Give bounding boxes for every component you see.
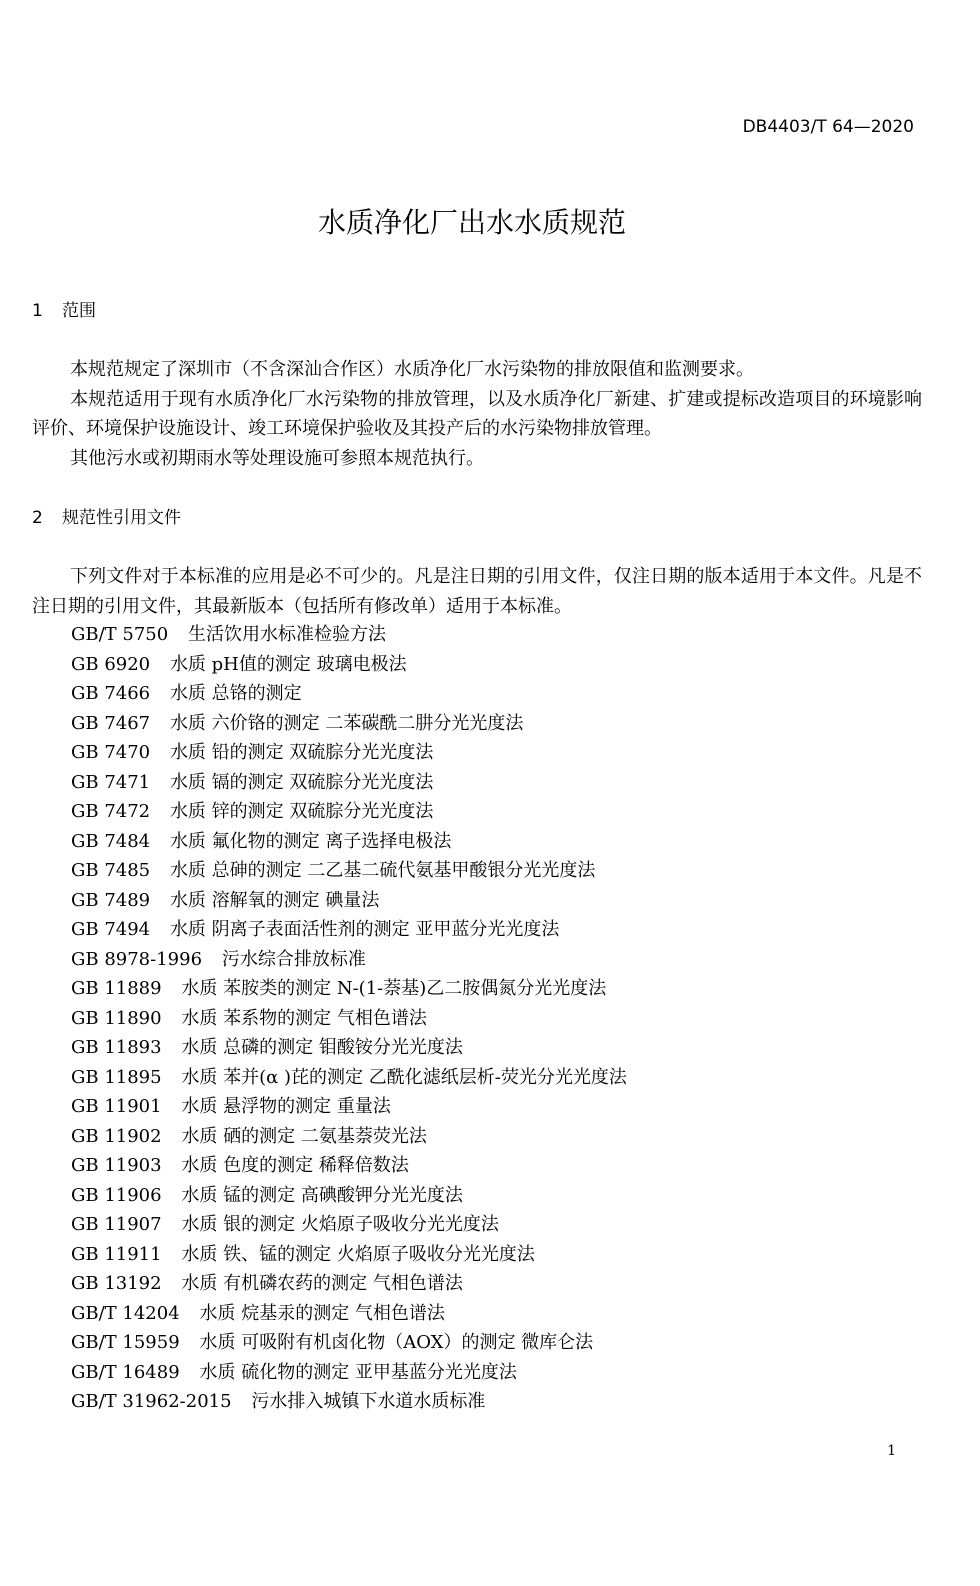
reference-item (71, 738, 627, 768)
reference-code: GB/T 14204 (71, 1302, 180, 1324)
reference-code: GB/T 31962-2015 (71, 1391, 232, 1412)
reference-code: GB 11895 (71, 1066, 162, 1088)
reference-title: 水质 铅的测定 双硫腙分光光度法 (169, 742, 434, 763)
reference-item (71, 945, 627, 975)
reference-code: GB 11902 (71, 1125, 162, 1147)
references-intro (32, 562, 922, 621)
reference-code: GB/T 16489 (71, 1361, 180, 1383)
reference-item (71, 1328, 627, 1358)
reference-code: GB/T 5750 (71, 624, 169, 645)
reference-item (71, 1151, 627, 1181)
reference-code: GB 7494 (71, 919, 151, 940)
reference-item (71, 1092, 627, 1122)
reference-item (71, 1358, 627, 1388)
reference-title: 水质 有机磷农药的测定 气相色谱法 (181, 1273, 463, 1294)
reference-code: GB 7484 (71, 830, 151, 852)
reference-title: 水质 铁、锰的测定 火焰原子吸收分光光度法 (181, 1243, 535, 1265)
paragraph: 本规范适用于现有水质净化厂水污染物的排放管理，以及水质净化厂新建、扩建或提标改造项目的环境影响评价、环境保护设施设计、竣工环境保护验收及其投产后的水污染物排放管理。 (32, 388, 922, 439)
reference-title: 水质 总砷的测定 二乙基二硫代氨基甲酸银分光光度法 (169, 860, 596, 881)
reference-item (71, 1181, 627, 1211)
section-number: 2 (32, 508, 43, 528)
section-title: 范围 (62, 301, 96, 321)
reference-title: 水质 六价铬的测定 二苯碳酰二肼分光光度法 (169, 712, 524, 734)
standard-code: DB4403/T 64—2020 (742, 117, 914, 137)
reference-code: GB/T 15959 (71, 1332, 180, 1353)
reference-code: GB 11901 (71, 1096, 162, 1117)
reference-item (71, 1210, 627, 1240)
reference-item (71, 709, 627, 739)
document-title: 水质净化厂出水水质规范 (317, 206, 626, 239)
reference-title: 水质 苯胺类的测定 N-(1-萘基)乙二胺偶氮分光光度法 (181, 978, 607, 999)
paragraph: 下列文件对于本标准的应用是必不可少的。凡是注日期的引用文件，仅注日期的版本适用于本文件。凡是不注日期的引用文件，其最新版本（包括所有修改单）适用于本标准。 (32, 566, 922, 617)
reference-item (71, 1004, 627, 1034)
reference-title: 污水综合排放标准 (221, 948, 366, 970)
reference-item (71, 1122, 627, 1152)
reference-code: GB 7466 (71, 683, 151, 704)
reference-title: 水质 阴离子表面活性剂的测定 亚甲蓝分光光度法 (169, 919, 560, 940)
reference-code: GB 8978-1996 (71, 948, 203, 970)
reference-title: 水质 色度的测定 稀释倍数法 (181, 1155, 409, 1176)
reference-title: 水质 银的测定 火焰原子吸收分光光度法 (181, 1214, 499, 1235)
reference-code: GB 7470 (71, 742, 151, 763)
reference-code: GB 11911 (71, 1243, 162, 1265)
reference-title: 水质 苯并(α )芘的测定 乙酰化滤纸层析-荧光分光光度法 (181, 1066, 627, 1088)
reference-item (71, 797, 627, 827)
page-number: 1 (887, 1443, 896, 1459)
reference-code: GB 13192 (71, 1273, 162, 1294)
reference-item (71, 679, 627, 709)
reference-code: GB 11907 (71, 1214, 162, 1235)
reference-list (71, 620, 627, 1417)
reference-item (71, 620, 627, 650)
reference-title: 水质 锌的测定 双硫腙分光光度法 (169, 801, 434, 822)
reference-item (71, 1063, 627, 1093)
reference-title: 水质 硒的测定 二氨基萘荧光法 (181, 1125, 427, 1147)
reference-item (71, 974, 627, 1004)
section-title: 规范性引用文件 (62, 508, 181, 528)
reference-title: 水质 苯系物的测定 气相色谱法 (181, 1007, 427, 1029)
reference-title: 污水排入城镇下水道水质标准 (251, 1391, 486, 1412)
reference-code: GB 7471 (71, 771, 151, 793)
reference-item (71, 886, 627, 916)
reference-code: GB 11903 (71, 1155, 162, 1176)
reference-title: 生活饮用水标准检验方法 (188, 624, 387, 645)
reference-item (71, 827, 627, 857)
reference-title: 水质 溶解氧的测定 碘量法 (169, 889, 380, 911)
reference-item (71, 915, 627, 945)
reference-code: GB 7489 (71, 889, 151, 911)
section-number: 1 (32, 301, 43, 321)
reference-title: 水质 总铬的测定 (169, 683, 302, 704)
scope-body (32, 355, 922, 473)
reference-item (71, 1240, 627, 1270)
reference-item (71, 1387, 627, 1417)
reference-title: 水质 氟化物的测定 离子选择电极法 (169, 830, 452, 852)
section-heading-normative-references (32, 506, 181, 530)
reference-title: 水质 硫化物的测定 亚甲基蓝分光光度法 (199, 1361, 517, 1383)
reference-code: GB 6920 (71, 653, 151, 675)
reference-title: 水质 锰的测定 高碘酸钾分光光度法 (181, 1184, 463, 1206)
paragraph: 本规范规定了深圳市（不含深汕合作区）水质净化厂水污染物的排放限值和监测要求。 (70, 359, 754, 380)
reference-code: GB 11890 (71, 1007, 162, 1029)
reference-code: GB 11889 (71, 978, 162, 999)
reference-code: GB 7467 (71, 712, 151, 734)
reference-item (71, 1299, 627, 1329)
reference-code: GB 7472 (71, 801, 151, 822)
section-heading-scope (32, 299, 96, 323)
reference-title: 水质 总磷的测定 钼酸铵分光光度法 (181, 1037, 463, 1058)
reference-code: GB 11906 (71, 1184, 162, 1206)
reference-item (71, 768, 627, 798)
reference-title: 水质 可吸附有机卤化物（AOX）的测定 微库仑法 (199, 1332, 594, 1353)
reference-item (71, 856, 627, 886)
reference-code: GB 7485 (71, 860, 151, 881)
paragraph: 其他污水或初期雨水等处理设施可参照本规范执行。 (70, 447, 484, 469)
reference-title: 水质 烷基汞的测定 气相色谱法 (199, 1302, 445, 1324)
reference-code: GB 11893 (71, 1037, 162, 1058)
reference-title: 水质 pH值的测定 玻璃电极法 (169, 653, 407, 675)
reference-title: 水质 悬浮物的测定 重量法 (181, 1096, 391, 1117)
reference-item (71, 650, 627, 680)
reference-title: 水质 镉的测定 双硫腙分光光度法 (169, 771, 434, 793)
reference-item (71, 1269, 627, 1299)
reference-item (71, 1033, 627, 1063)
